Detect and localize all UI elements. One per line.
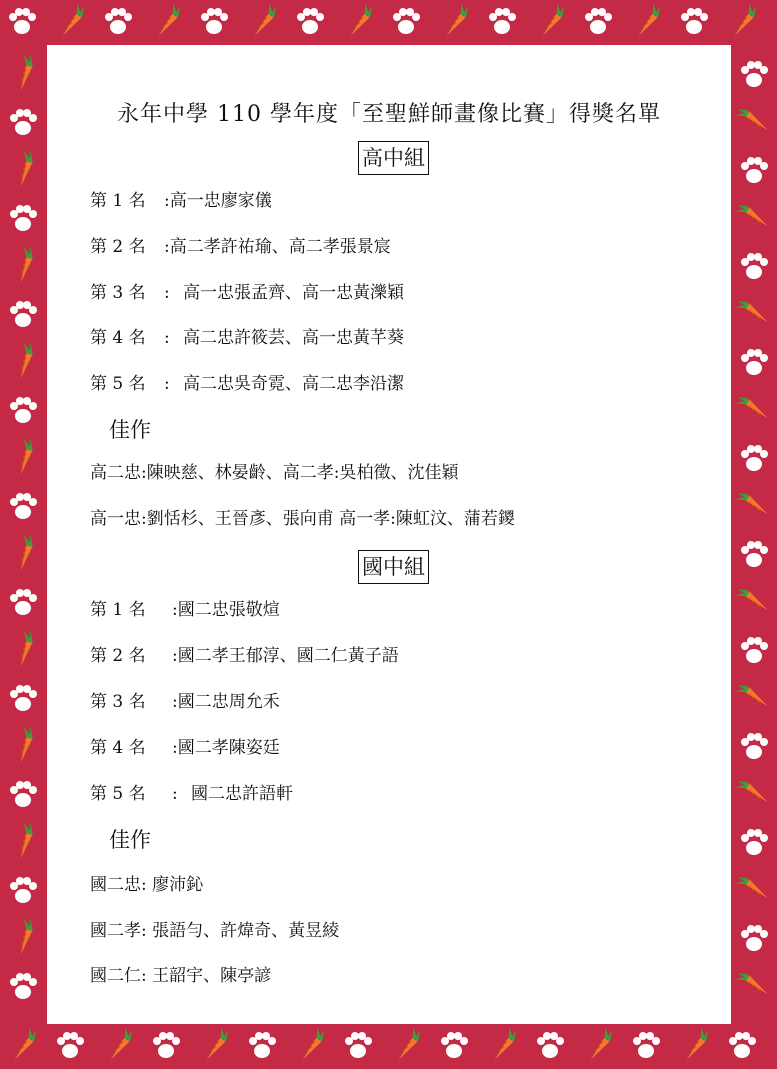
rank-label: 第 2 名: [90, 646, 146, 666]
paw-print-icon: [585, 8, 612, 34]
carrot-icon: [6, 147, 41, 186]
paw-print-icon: [633, 1032, 660, 1058]
paw-print-icon: [201, 8, 228, 34]
rank-label: 第 1 名: [90, 600, 146, 620]
paw-print-icon: [741, 541, 768, 567]
carrot-icon: [733, 966, 768, 1005]
carrot-icon: [6, 627, 41, 666]
carrot-icon: [148, 1, 187, 36]
paw-print-icon: [741, 349, 768, 375]
paw-print-icon: [489, 8, 516, 34]
paw-print-icon: [729, 1032, 756, 1058]
rank-separator: :: [172, 692, 178, 712]
paw-print-icon: [153, 1032, 180, 1058]
paw-print-icon: [741, 157, 768, 183]
carrot-icon: [733, 582, 768, 621]
carrot-icon: [6, 243, 41, 282]
carrot-icon: [6, 915, 41, 954]
award-sheet: [47, 45, 731, 1024]
carrot-icon: [6, 819, 41, 858]
paw-print-icon: [10, 493, 37, 519]
carrot-icon: [244, 1, 283, 36]
carrot-icon: [724, 1, 763, 36]
carrot-icon: [4, 1025, 43, 1060]
junior-high-honorable-line-1: 國二忠: 廖沛鈊: [90, 875, 204, 895]
paw-print-icon: [441, 1032, 468, 1058]
rank-label: 第 4 名: [90, 738, 146, 758]
high-school-rank-4: [90, 327, 404, 349]
rank-winners: 國二忠周允禾: [177, 692, 280, 712]
carrot-icon: [52, 1, 91, 36]
paw-print-icon: [345, 1032, 372, 1058]
rank-separator: :: [164, 191, 170, 211]
rank-winners: 高一忠張孟齊、高一忠黃濼穎: [183, 283, 404, 303]
paw-print-icon: [741, 61, 768, 87]
rank-label: 第 5 名: [90, 784, 146, 804]
paw-print-icon: [741, 253, 768, 279]
carrot-icon: [388, 1025, 427, 1060]
paw-print-icon: [10, 973, 37, 999]
paw-print-icon: [741, 733, 768, 759]
rank-separator: :: [164, 374, 170, 394]
paw-print-icon: [393, 8, 420, 34]
high-school-rank-2: [90, 236, 391, 258]
rank-separator: :: [172, 784, 178, 804]
carrot-icon: [532, 1, 571, 36]
junior-high-honorable-line-2: 國二孝: 張語勻、許煒奇、黃昱綾: [90, 921, 340, 941]
carrot-icon: [340, 1, 379, 36]
high-school-honorable-line-2: 高一忠:劉恬杉、王晉彥、張向甫 高一孝:陳虹汶、蒲若鑁: [90, 509, 515, 529]
junior-high-honorable-heading: 佳作: [109, 828, 151, 852]
paw-print-icon: [10, 877, 37, 903]
rank-separator: :: [172, 600, 178, 620]
carrot-icon: [292, 1025, 331, 1060]
rank-winners: 高二忠許筱芸、高一忠黃芊葵: [183, 328, 404, 348]
paw-print-icon: [10, 205, 37, 231]
rank-winners: 高一忠廖家儀: [169, 191, 272, 211]
page-title: 永年中學 110 學年度「至聖鮮師畫像比賽」得獎名單: [117, 102, 661, 127]
rank-label: 第 1 名: [90, 191, 146, 211]
paw-print-icon: [10, 301, 37, 327]
high-school-group-heading: 高中組: [358, 141, 429, 175]
rank-label: 第 2 名: [90, 237, 146, 257]
rank-label: 第 3 名: [90, 283, 146, 303]
high-school-honorable-heading: 佳作: [109, 418, 151, 442]
junior-high-honorable-line-3: 國二仁: 王韶宇、陳亭諺: [90, 966, 272, 986]
carrot-icon: [196, 1025, 235, 1060]
junior-high-rank-4: [90, 737, 280, 759]
paw-print-icon: [741, 445, 768, 471]
rank-winners: 高二忠吳奇霓、高二忠李沿潔: [183, 374, 404, 394]
carrot-icon: [6, 531, 41, 570]
rank-label: 第 5 名: [90, 374, 146, 394]
paw-print-icon: [297, 8, 324, 34]
carrot-icon: [580, 1025, 619, 1060]
junior-high-rank-3: [90, 691, 280, 713]
rank-separator: :: [164, 283, 170, 303]
paw-print-icon: [537, 1032, 564, 1058]
junior-high-group-heading: 國中組: [358, 550, 429, 584]
carrot-icon: [733, 198, 768, 237]
carrot-icon: [484, 1025, 523, 1060]
rank-label: 第 4 名: [90, 328, 146, 348]
paw-print-icon: [9, 8, 36, 34]
carrot-icon: [733, 390, 768, 429]
rank-winners: 國二孝陳姿廷: [177, 738, 280, 758]
paw-print-icon: [681, 8, 708, 34]
high-school-rank-3: [90, 282, 404, 304]
high-school-rank-1: [90, 190, 272, 212]
rank-separator: :: [164, 328, 170, 348]
carrot-icon: [676, 1025, 715, 1060]
carrot-icon: [733, 294, 768, 333]
high-school-rank-5: [90, 373, 404, 395]
paw-print-icon: [10, 589, 37, 615]
rank-label: 第 3 名: [90, 692, 146, 712]
carrot-icon: [6, 435, 41, 474]
paw-print-icon: [249, 1032, 276, 1058]
carrot-icon: [733, 774, 768, 813]
paw-print-icon: [741, 925, 768, 951]
paw-print-icon: [57, 1032, 84, 1058]
rank-winners: 國二忠張敬煊: [177, 600, 280, 620]
paw-print-icon: [10, 781, 37, 807]
rank-winners: 國二忠許語軒: [191, 784, 293, 804]
carrot-icon: [733, 870, 768, 909]
carrot-icon: [628, 1, 667, 36]
rank-separator: :: [164, 237, 170, 257]
rank-separator: :: [172, 646, 178, 666]
carrot-icon: [436, 1, 475, 36]
paw-print-icon: [10, 397, 37, 423]
rank-separator: :: [172, 738, 178, 758]
paw-print-icon: [105, 8, 132, 34]
carrot-icon: [6, 51, 41, 90]
junior-high-rank-5: [90, 783, 293, 805]
junior-high-rank-2: [90, 645, 399, 667]
paw-print-icon: [741, 637, 768, 663]
carrot-icon: [6, 723, 41, 762]
rank-winners: 高二孝許祐瑜、高二孝張景宸: [169, 237, 391, 257]
paw-print-icon: [741, 829, 768, 855]
high-school-honorable-line-1: 高二忠:陳映慈、林晏齡、高二孝:吳柏徵、沈佳穎: [90, 463, 459, 483]
rank-winners: 國二孝王郁淳、國二仁黃子語: [177, 646, 399, 666]
carrot-icon: [733, 102, 768, 141]
paw-print-icon: [10, 109, 37, 135]
paw-print-icon: [10, 685, 37, 711]
junior-high-rank-1: [90, 599, 280, 621]
carrot-icon: [733, 486, 768, 525]
carrot-icon: [733, 678, 768, 717]
carrot-icon: [6, 339, 41, 378]
carrot-icon: [100, 1025, 139, 1060]
